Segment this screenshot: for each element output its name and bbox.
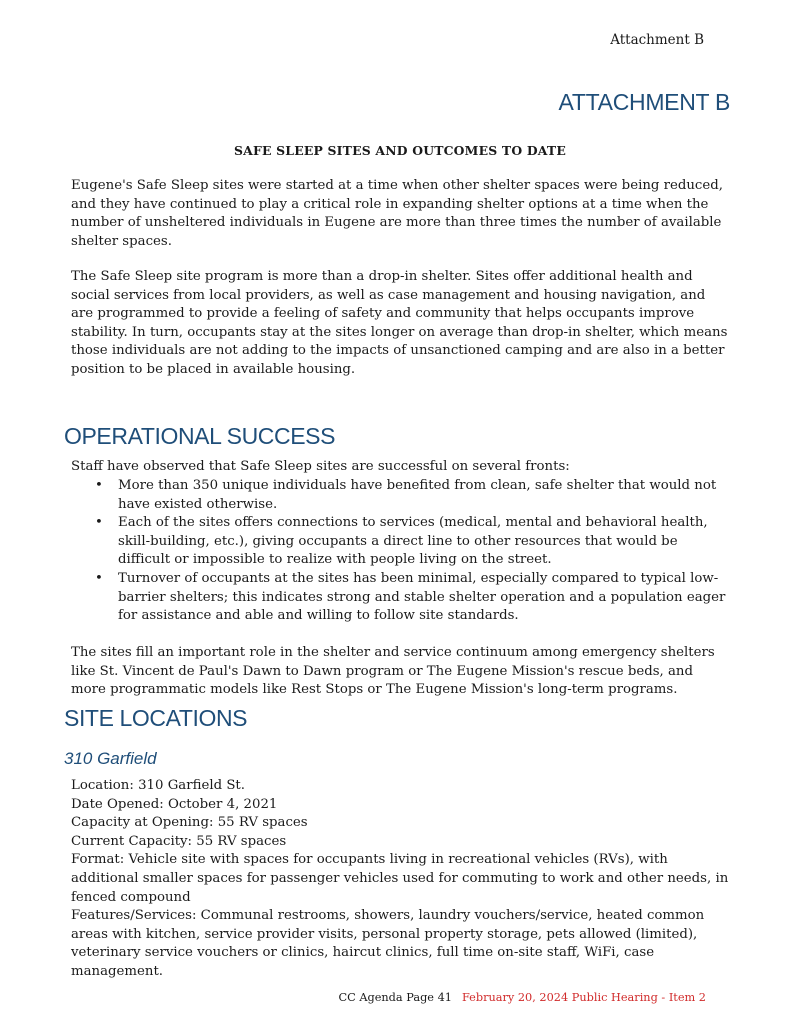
- site-name-heading: 310 Garfield: [64, 749, 157, 768]
- bullet-text: Turnover of occupants at the sites has been minimal, especially compared to typical low-barrier shelters; this indicates strong and stable shelter operation and a population eager for assistance and able and willing to follow site standards.: [118, 570, 726, 624]
- site-details: [71, 777, 731, 982]
- site-locations-heading: SITE LOCATIONS: [64, 705, 248, 731]
- bullet-icon: •: [95, 515, 103, 531]
- footer-date: February 20, 2024 Public Hearing - Item 2: [461, 991, 706, 1004]
- site-features: Features/Services: Communal restrooms, showers, laundry vouchers/service, heated common areas with kitchen, service provider visits, personal property storage, pets allowed (limited), veterinary service vouchers or clinics, haircut clinics, full time on-site staff, WiFi, case management.: [71, 908, 705, 979]
- footer-page-number: CC Agenda Page 41: [338, 991, 452, 1004]
- intro-paragraph-1: Eugene's Safe Sleep sites were started at a time when other shelter spaces were being reduced, and they have continued to play a critical role in expanding shelter options at a time when the number of unsheltered individuals in Eugene are more than three times the number of available shelter spaces.: [71, 178, 723, 249]
- operational-success-heading: OPERATIONAL SUCCESS: [64, 423, 336, 449]
- document-heading: SAFE SLEEP SITES AND OUTCOMES TO DATE: [234, 143, 566, 158]
- site-capacity-opening: Capacity at Opening: 55 RV spaces: [71, 815, 308, 831]
- bullet-text: More than 350 unique individuals have benefited from clean, safe shelter that would not have existed otherwise.: [118, 478, 717, 512]
- intro-paragraph-2: The Safe Sleep site program is more than a drop-in shelter. Sites offer additional health and social services from local providers, as well as case management and housing navigation, and are programmed to provide a feeling of safety and community that helps occupants improve stability. In turn, occupants stay at the sites longer on average than drop-in shelter, which means those individuals are not adding to the impacts of unsanctioned camping and are also in a better position to be placed in available housing.: [71, 269, 728, 377]
- bullet-item: [71, 570, 731, 626]
- site-current-capacity: Current Capacity: 55 RV spaces: [71, 833, 287, 849]
- bullet-icon: •: [95, 478, 103, 493]
- site-format: Format: Vehicle site with spaces for occupants living in recreational vehicles (RVs), with additional smaller spaces for passenger vehicles used for commuting to work and other needs, in fenced compound: [71, 852, 729, 905]
- operational-closing-paragraph: The sites fill an important role in the shelter and service continuum among emergency shelters like St. Vincent de Paul's Dawn to Dawn program or The Eugene Mission's rescue beds, and more programmatic models like Rest Stops or The Eugene Mission's long-term programs.: [71, 645, 715, 698]
- attachment-label: Attachment B: [610, 32, 704, 48]
- bullet-text: Each of the sites offers connections to services (medical, mental and behavioral health, skill-building, etc.), giving occupants a direct line to other resources that would be difficult or impossible to realize with people living on the street.: [118, 515, 708, 568]
- bullet-icon: •: [95, 570, 103, 586]
- site-location: Location: 310 Garfield St.: [71, 778, 246, 793]
- attachment-title: ATTACHMENT B: [558, 89, 730, 115]
- page-footer: [338, 989, 706, 1008]
- bullet-item: [71, 477, 731, 514]
- operational-lead: Staff have observed that Safe Sleep sites are successful on several fronts:: [71, 459, 570, 474]
- site-date-opened: Date Opened: October 4, 2021: [71, 796, 278, 812]
- bullet-item: [71, 514, 731, 570]
- operational-bullet-list: [71, 477, 731, 626]
